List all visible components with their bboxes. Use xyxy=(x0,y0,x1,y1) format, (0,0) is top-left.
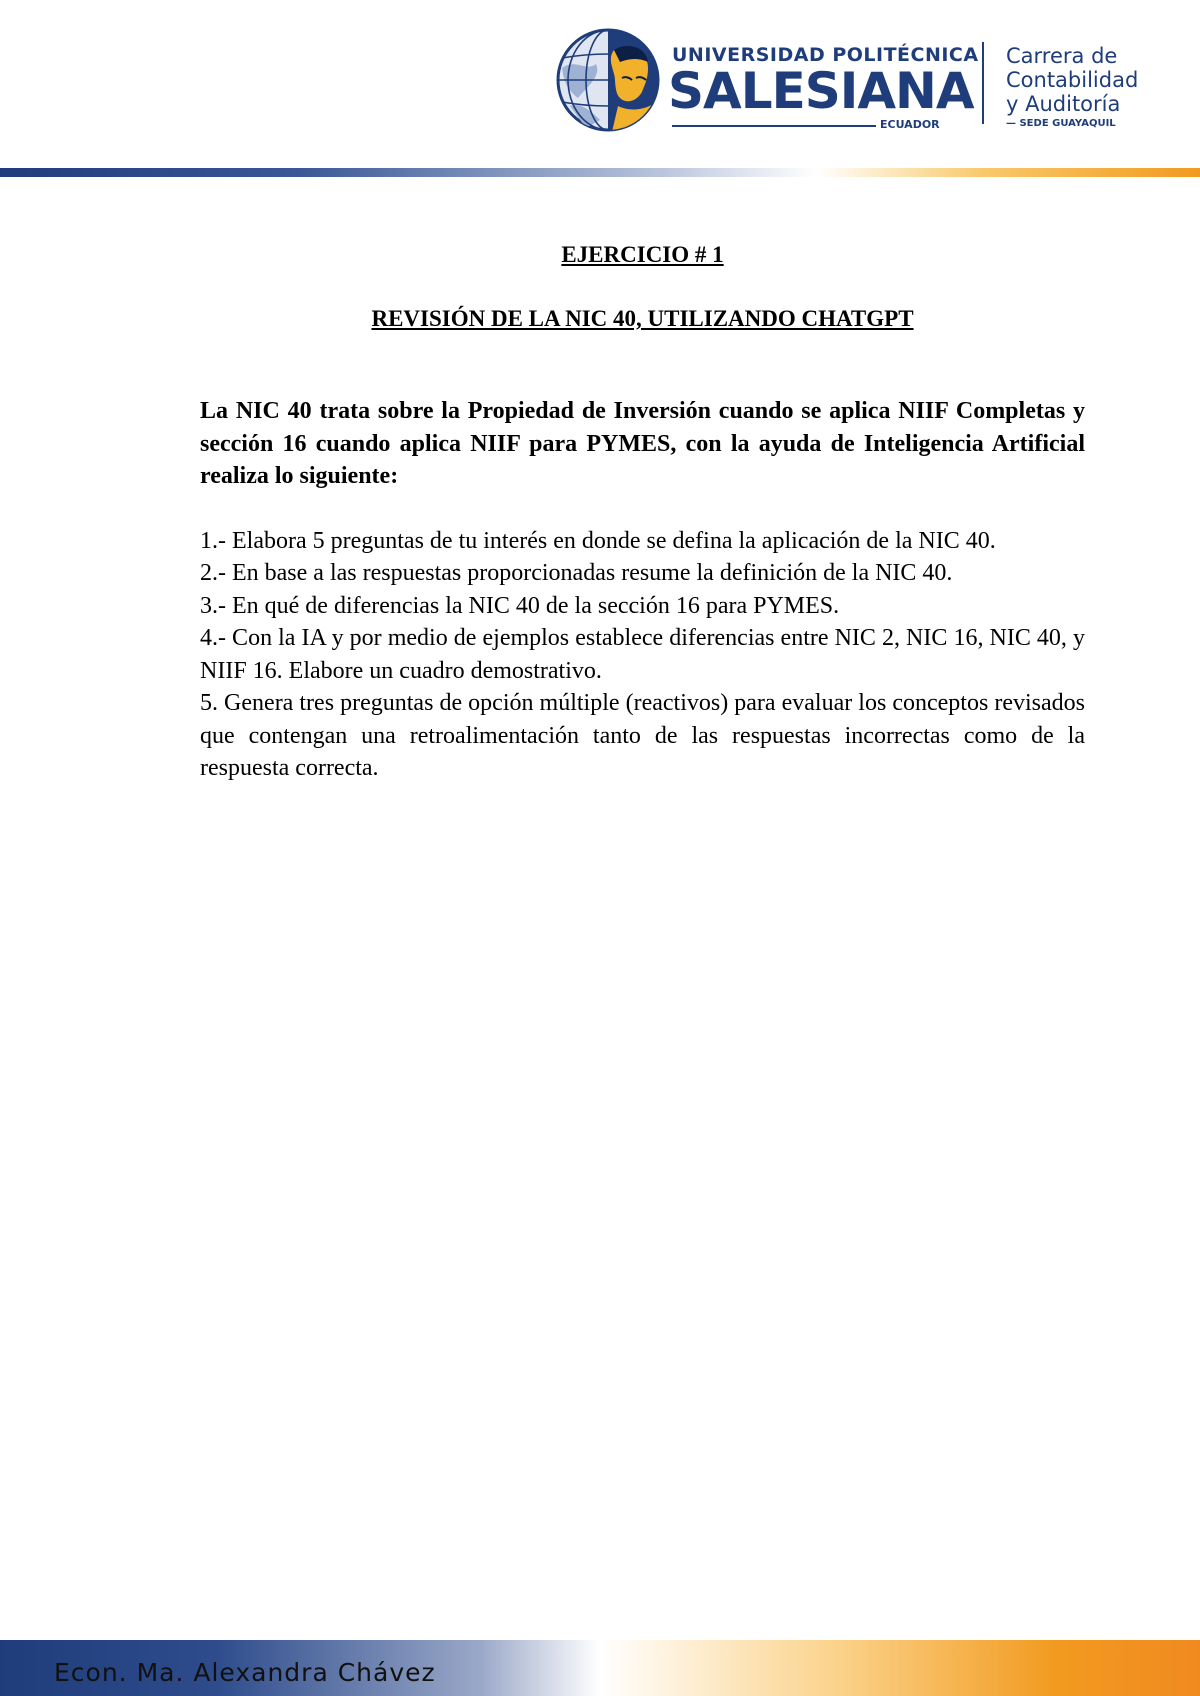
list-item: 4.- Con la IA y por medio de ejemplos establece diferencias entre NIC 2, NIC 16, NIC 40, y NIIF 16. Elabore un cuadro demostrativo. xyxy=(200,625,1085,684)
task-list xyxy=(200,525,1085,785)
footer-author: Econ. Ma. Alexandra Chávez xyxy=(54,1658,436,1687)
exercise-subtitle: REVISIÓN DE LA NIC 40, UTILIZANDO CHATGPT xyxy=(371,306,914,331)
career-line2: Contabilidad xyxy=(1006,68,1139,92)
university-name: SALESIANA xyxy=(668,62,974,120)
university-country: ECUADOR xyxy=(880,118,940,131)
country-rule xyxy=(672,125,876,127)
list-item: 1.- Elabora 5 preguntas de tu interés en donde se defina la aplicación de la NIC 40. xyxy=(200,527,996,554)
career-line1: Carrera de xyxy=(1006,44,1118,68)
list-item: 3.- En qué de diferencias la NIC 40 de la sección 16 para PYMES. xyxy=(200,592,840,619)
document-body xyxy=(200,238,1085,785)
globe-with-portrait-icon xyxy=(556,28,666,132)
logo-divider xyxy=(982,42,984,124)
university-logo xyxy=(556,28,1156,138)
career-name xyxy=(1006,44,1138,116)
header-gradient-band xyxy=(0,168,1200,177)
list-item: 5. Genera tres preguntas de opción múltiple (reactivos) para evaluar los conceptos revisados que contengan una retroalimentación tanto de las respuestas incorrectas como de la respuesta correcta. xyxy=(200,690,1085,781)
list-item: 2.- En base a las respuestas proporcionadas resume la definición de la NIC 40. xyxy=(200,560,953,586)
exercise-intro: La NIC 40 trata sobre la Propiedad de Inversión cuando se aplica NIIF Completas y sección 16 cuando aplica NIIF para PYMES, con la ayuda de Inteligencia Artificial realiza lo siguiente: xyxy=(200,398,1085,489)
exercise-title: EJERCICIO # 1 xyxy=(561,242,724,267)
university-line1: UNIVERSIDAD POLITÉCNICA xyxy=(672,44,979,66)
campus-label: — SEDE GUAYAQUIL xyxy=(1006,118,1116,129)
career-line3: y Auditoría xyxy=(1006,92,1121,116)
